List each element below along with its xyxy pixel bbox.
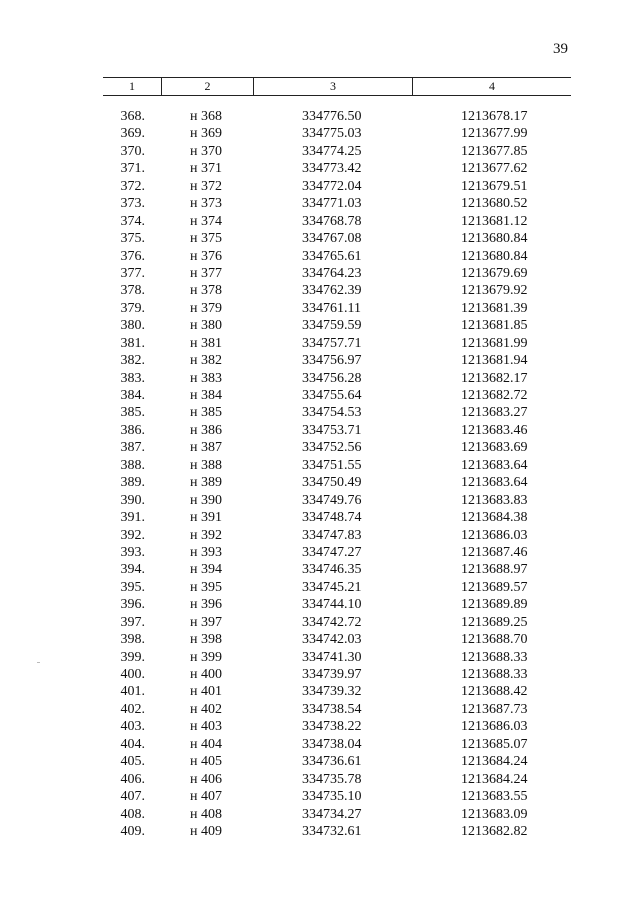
coordinate-y: 1213680.84 [461, 248, 528, 264]
coordinate-y: 1213686.03 [461, 527, 528, 543]
point-name: н 393 [190, 544, 222, 560]
point-name: н 371 [190, 161, 222, 177]
coordinate-x: 334774.25 [302, 143, 362, 159]
row-number: 387. [120, 440, 145, 456]
coordinate-x: 334746.35 [302, 562, 362, 578]
coordinate-y: 1213679.51 [461, 178, 528, 194]
row-number: 393. [120, 544, 145, 560]
table-row [0, 195, 639, 212]
coordinate-y: 1213682.82 [461, 823, 528, 839]
table-row [0, 631, 639, 648]
point-name: н 397 [190, 614, 222, 630]
coordinate-x: 334771.03 [302, 196, 362, 212]
point-name: н 405 [190, 754, 222, 770]
row-number: 376. [120, 248, 145, 264]
table-row [0, 352, 639, 369]
coordinate-y: 1213679.92 [461, 283, 528, 299]
coordinate-y: 1213681.39 [461, 300, 528, 316]
row-number: 378. [120, 283, 145, 299]
coordinate-x: 334742.72 [302, 614, 362, 630]
row-number: 397. [120, 614, 145, 630]
coordinate-x: 334752.56 [302, 440, 362, 456]
point-name: н 381 [190, 335, 222, 351]
coordinate-y: 1213683.46 [461, 422, 528, 438]
coordinate-y: 1213687.46 [461, 544, 528, 560]
row-number: 381. [120, 335, 145, 351]
point-name: н 394 [190, 562, 222, 578]
table-row [0, 492, 639, 509]
coordinate-x: 334754.53 [302, 405, 362, 421]
row-number: 388. [120, 457, 145, 473]
coordinate-y: 1213685.07 [461, 736, 528, 752]
row-number: 399. [120, 649, 145, 665]
coordinate-y: 1213682.72 [461, 388, 528, 403]
coordinate-x: 334745.21 [302, 579, 362, 595]
page-number: 39 [553, 41, 568, 57]
coordinate-table-body [0, 108, 639, 840]
point-name: н 409 [190, 823, 222, 839]
point-name: н 398 [190, 632, 222, 648]
table-row [0, 422, 639, 439]
margin-mark [37, 662, 40, 663]
row-number: 408. [120, 806, 145, 822]
table-row [0, 230, 639, 247]
coordinate-x: 334744.10 [302, 597, 362, 613]
row-number: 386. [120, 422, 145, 438]
row-number: 391. [120, 510, 145, 526]
coordinate-x: 334764.23 [302, 265, 362, 281]
point-name: н 380 [190, 318, 222, 334]
coordinate-x: 334765.61 [302, 248, 362, 264]
coordinate-x: 334772.04 [302, 178, 362, 194]
table-header [103, 77, 571, 96]
coordinate-x: 334773.42 [302, 161, 362, 177]
point-name: н 390 [190, 492, 222, 508]
coordinate-x: 334739.97 [302, 667, 362, 682]
coordinate-y: 1213683.64 [461, 457, 528, 473]
point-name: н 399 [190, 649, 222, 665]
point-name: н 369 [190, 126, 222, 142]
point-name: н 368 [190, 109, 222, 124]
point-name: н 404 [190, 736, 222, 752]
point-name: н 374 [190, 213, 222, 229]
row-number: 402. [120, 701, 145, 717]
row-number: 369. [120, 126, 145, 142]
row-number: 400. [120, 667, 145, 682]
coordinate-y: 1213679.69 [461, 265, 528, 281]
table-row [0, 387, 639, 404]
table-row [0, 718, 639, 735]
row-number: 404. [120, 736, 145, 752]
table-row [0, 561, 639, 578]
point-name: н 389 [190, 475, 222, 491]
point-name: н 402 [190, 701, 222, 717]
row-number: 383. [120, 370, 145, 386]
coordinate-y: 1213683.09 [461, 806, 528, 822]
point-name: н 373 [190, 196, 222, 212]
coordinate-y: 1213680.52 [461, 196, 528, 212]
coordinate-x: 334741.30 [302, 649, 362, 665]
coordinate-y: 1213681.85 [461, 318, 528, 334]
table-row [0, 474, 639, 491]
coordinate-x: 334738.04 [302, 736, 362, 752]
row-number: 395. [120, 579, 145, 595]
point-name: н 392 [190, 527, 222, 543]
point-name: н 375 [190, 231, 222, 247]
point-name: н 388 [190, 457, 222, 473]
point-name: н 385 [190, 405, 222, 421]
point-name: н 386 [190, 422, 222, 438]
coordinate-y: 1213683.83 [461, 492, 528, 508]
row-number: 403. [120, 719, 145, 735]
coordinate-y: 1213688.33 [461, 667, 528, 682]
coordinate-y: 1213681.99 [461, 335, 528, 351]
table-row [0, 125, 639, 142]
row-number: 407. [120, 789, 145, 805]
coordinate-x: 334732.61 [302, 823, 362, 839]
row-number: 392. [120, 527, 145, 543]
row-number: 372. [120, 178, 145, 194]
table-row [0, 300, 639, 317]
table-row [0, 579, 639, 596]
row-number: 379. [120, 300, 145, 316]
coordinate-y: 1213689.25 [461, 614, 528, 630]
point-name: н 376 [190, 248, 222, 264]
coordinate-x: 334775.03 [302, 126, 362, 142]
point-name: н 382 [190, 353, 222, 369]
table-row [0, 544, 639, 561]
point-name: н 395 [190, 579, 222, 595]
row-number: 409. [120, 823, 145, 839]
coordinate-x: 334748.74 [302, 510, 362, 526]
table-row [0, 213, 639, 230]
coordinate-x: 334739.32 [302, 684, 362, 700]
coordinate-x: 334742.03 [302, 632, 362, 648]
row-number: 375. [120, 231, 145, 247]
coordinate-y: 1213677.99 [461, 126, 528, 142]
table-row [0, 404, 639, 421]
coordinate-x: 334749.76 [302, 492, 362, 508]
table-row [0, 806, 639, 823]
point-name: н 372 [190, 178, 222, 194]
coordinate-y: 1213683.27 [461, 405, 528, 421]
row-number: 385. [120, 405, 145, 421]
coordinate-x: 334747.27 [302, 544, 362, 560]
row-number: 384. [120, 388, 145, 403]
coordinate-x: 334759.59 [302, 318, 362, 334]
row-number: 380. [120, 318, 145, 334]
row-number: 405. [120, 754, 145, 770]
coordinate-y: 1213683.64 [461, 475, 528, 491]
point-name: н 403 [190, 719, 222, 735]
row-number: 398. [120, 632, 145, 648]
table-row [0, 509, 639, 526]
point-name: н 391 [190, 510, 222, 526]
table-row [0, 457, 639, 474]
point-name: н 406 [190, 771, 222, 787]
point-name: н 383 [190, 370, 222, 386]
coordinate-x: 334756.97 [302, 353, 362, 369]
point-name: н 401 [190, 684, 222, 700]
table-row [0, 282, 639, 299]
row-number: 394. [120, 562, 145, 578]
table-row [0, 108, 639, 125]
row-number: 368. [120, 109, 145, 124]
row-number: 389. [120, 475, 145, 491]
table-row [0, 823, 639, 840]
table-row [0, 753, 639, 770]
row-number: 382. [120, 353, 145, 369]
coordinate-y: 1213680.84 [461, 231, 528, 247]
coordinate-x: 334738.54 [302, 701, 362, 717]
header-cell-3: 3 [254, 78, 413, 95]
coordinate-x: 334761.11 [302, 300, 361, 316]
point-name: н 377 [190, 265, 222, 281]
coordinate-y: 1213689.57 [461, 579, 528, 595]
point-name: н 400 [190, 667, 222, 682]
coordinate-y: 1213683.69 [461, 440, 528, 456]
coordinate-x: 334735.78 [302, 771, 362, 787]
coordinate-y: 1213681.12 [461, 213, 528, 229]
point-name: н 384 [190, 388, 222, 403]
table-row [0, 614, 639, 631]
row-number: 377. [120, 265, 145, 281]
point-name: н 378 [190, 283, 222, 299]
coordinate-y: 1213677.62 [461, 161, 528, 177]
table-row [0, 248, 639, 265]
row-number: 401. [120, 684, 145, 700]
coordinate-y: 1213688.42 [461, 684, 528, 700]
row-number: 390. [120, 492, 145, 508]
table-row [0, 788, 639, 805]
point-name: н 379 [190, 300, 222, 316]
table-row [0, 736, 639, 753]
point-name: н 370 [190, 143, 222, 159]
table-row [0, 771, 639, 788]
row-number: 374. [120, 213, 145, 229]
coordinate-y: 1213686.03 [461, 719, 528, 735]
coordinate-y: 1213688.70 [461, 632, 528, 648]
point-name: н 396 [190, 597, 222, 613]
coordinate-y: 1213678.17 [461, 109, 528, 124]
row-number: 396. [120, 597, 145, 613]
coordinate-y: 1213677.85 [461, 143, 528, 159]
coordinate-y: 1213687.73 [461, 701, 528, 717]
coordinate-y: 1213688.97 [461, 562, 528, 578]
table-row [0, 527, 639, 544]
header-cell-1: 1 [103, 78, 162, 95]
table-row [0, 666, 639, 683]
coordinate-x: 334735.10 [302, 789, 362, 805]
coordinate-y: 1213682.17 [461, 370, 528, 386]
row-number: 370. [120, 143, 145, 159]
coordinate-x: 334776.50 [302, 109, 362, 124]
table-row [0, 178, 639, 195]
coordinate-x: 334750.49 [302, 475, 362, 491]
row-number: 406. [120, 771, 145, 787]
coordinate-y: 1213684.24 [461, 754, 528, 770]
header-cell-2: 2 [162, 78, 254, 95]
table-row [0, 439, 639, 456]
coordinate-y: 1213689.89 [461, 597, 528, 613]
coordinate-x: 334751.55 [302, 457, 362, 473]
coordinate-x: 334768.78 [302, 213, 362, 229]
coordinate-x: 334734.27 [302, 806, 362, 822]
coordinate-y: 1213684.38 [461, 510, 528, 526]
table-row [0, 370, 639, 387]
coordinate-x: 334756.28 [302, 370, 362, 386]
table-row [0, 596, 639, 613]
coordinate-y: 1213681.94 [461, 353, 528, 369]
coordinate-x: 334757.71 [302, 335, 362, 351]
coordinate-x: 334736.61 [302, 754, 362, 770]
point-name: н 387 [190, 440, 222, 456]
header-cell-4: 4 [489, 79, 495, 93]
coordinate-y: 1213684.24 [461, 771, 528, 787]
row-number: 373. [120, 196, 145, 212]
coordinate-x: 334762.39 [302, 283, 362, 299]
table-row [0, 160, 639, 177]
coordinate-x: 334767.08 [302, 231, 362, 247]
table-row [0, 143, 639, 160]
table-row [0, 317, 639, 334]
coordinate-y: 1213683.55 [461, 789, 528, 805]
table-row [0, 701, 639, 718]
coordinate-x: 334753.71 [302, 422, 362, 438]
point-name: н 407 [190, 789, 222, 805]
point-name: н 408 [190, 806, 222, 822]
table-row [0, 265, 639, 282]
table-row [0, 683, 639, 700]
coordinate-x: 334747.83 [302, 527, 362, 543]
table-row [0, 335, 639, 352]
coordinate-y: 1213688.33 [461, 649, 528, 665]
row-number: 371. [120, 161, 145, 177]
table-row [0, 649, 639, 666]
coordinate-x: 334755.64 [302, 388, 362, 403]
coordinate-x: 334738.22 [302, 719, 362, 735]
